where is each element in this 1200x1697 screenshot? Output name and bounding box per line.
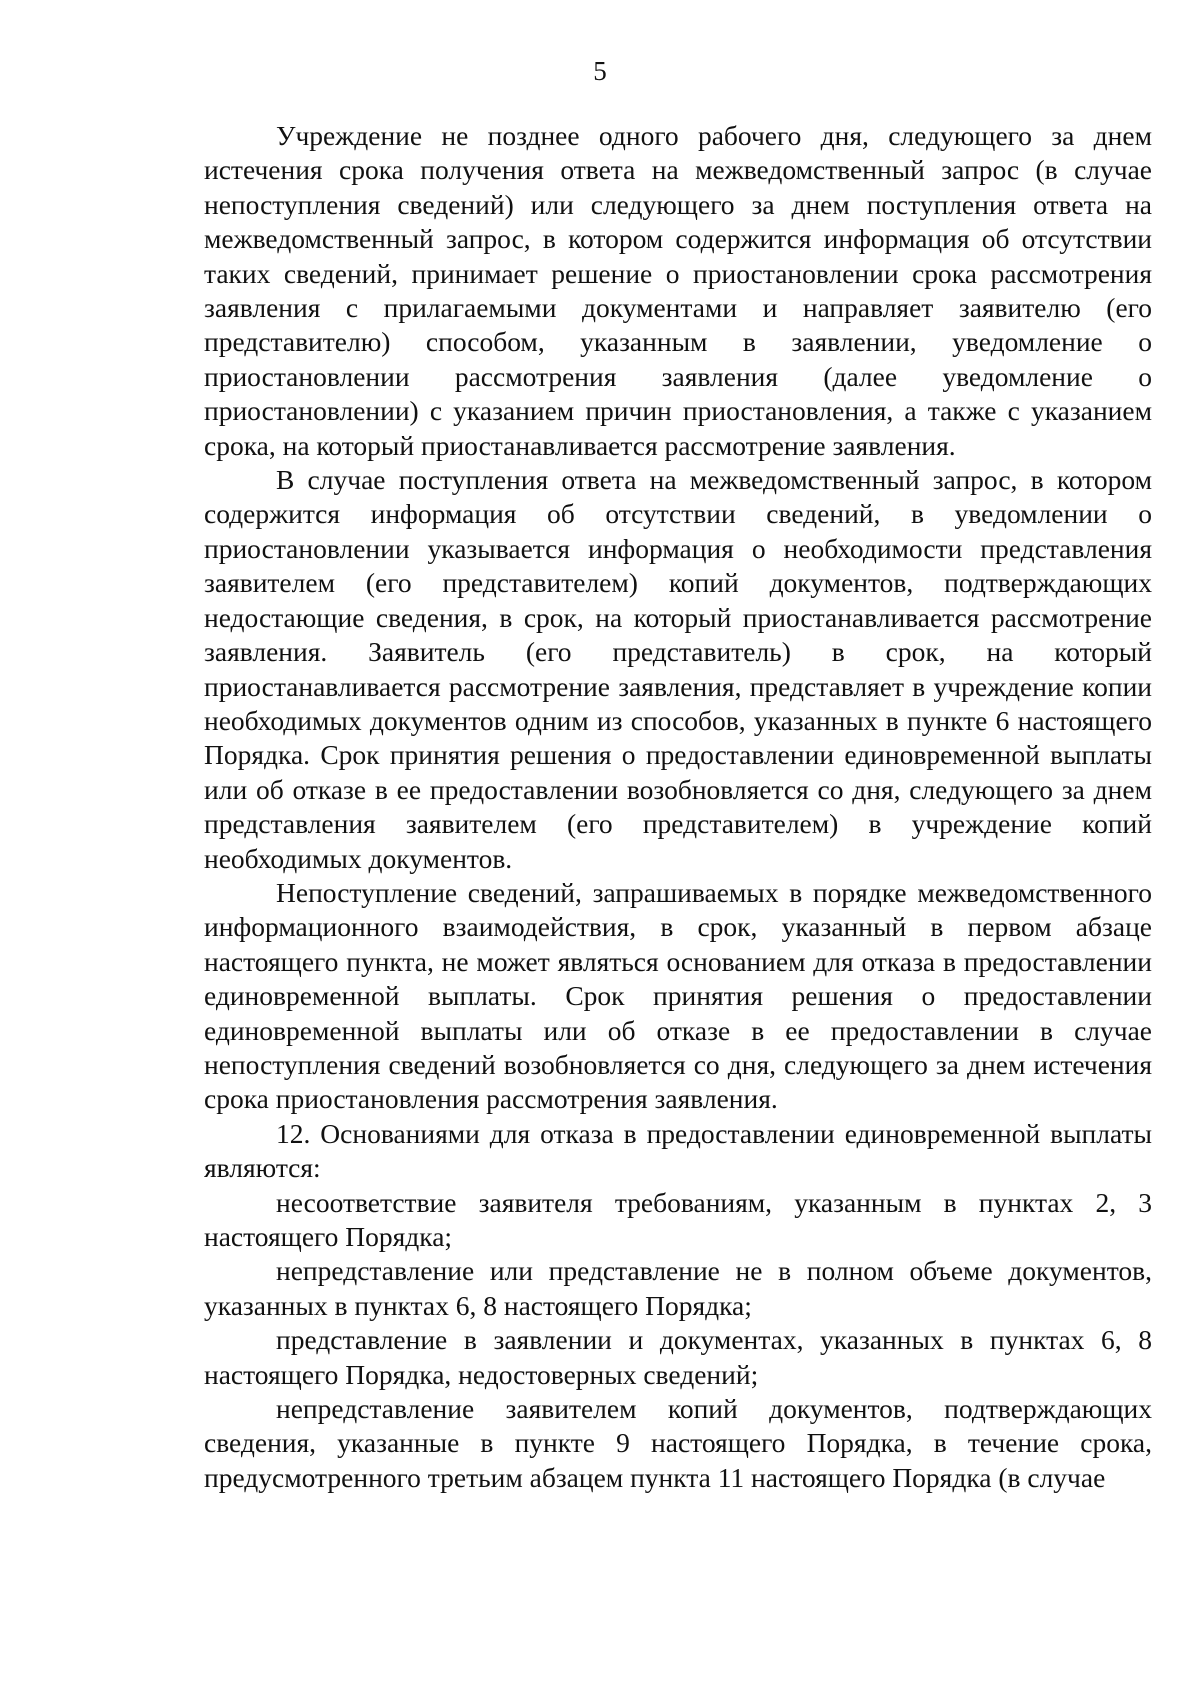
refusal-ground-4: непредставление заявителем копий документов, подтверждающих сведения, указанные в пункте 9 настоящего Порядка, в течение срока, предусмотренного третьим абзацем пункта 11 настоящего Порядка (в случае: [204, 1393, 1152, 1493]
page-number: 5: [593, 56, 607, 86]
refusal-ground-3: представление в заявлении и документах, указанных в пунктах 6, 8 настоящего Порядка, недостоверных сведений;: [204, 1324, 1152, 1390]
refusal-ground-1: несоответствие заявителя требованиям, указанным в пунктах 2, 3 настоящего Порядка;: [204, 1186, 1152, 1252]
document-body: [204, 119, 1152, 1495]
refusal-ground-2: непредставление или представление не в полном объеме документов, указанных в пунктах 6, 8 настоящего Порядка;: [204, 1255, 1152, 1321]
paragraph-item-12: 12. Основаниями для отказа в предоставлении единовременной выплаты являются:: [204, 1117, 1152, 1184]
paragraph-suspension-decision: Учреждение не позднее одного рабочего дня, следующего за днем истечения срока получения ответа на межведомственный запрос (в случае непоступления сведений) или следующего за днем поступления ответа на межведомственный запрос, в котором содержится информация об отсутствии таких сведений, принимает решение о приостановлении срока рассмотрения заявления с прилагаемыми документами и направляет заявителю (его представителю) способом, указанным в заявлении, уведомление о приостановлении рассмотрения заявления (далее уведомление о приостановлении) с указанием причин приостановления, а также с указанием срока, на который приостанавливается рассмотрение заявления.: [204, 120, 1152, 461]
paragraph-non-receipt: Непоступление сведений, запрашиваемых в порядке межведомственного информационного взаимодействия, в срок, указанный в первом абзаце настоящего пункта, не может являться основанием для отказа в предоставлении единовременной выплаты. Срок принятия решения о предоставлении единовременной выплаты или об отказе в ее предоставлении в случае непоступления сведений возобновляется со дня, следующего за днем истечения срока приостановления рассмотрения заявления.: [204, 876, 1152, 1115]
paragraph-missing-information: В случае поступления ответа на межведомственный запрос, в котором содержится информация об отсутствии сведений, в уведомлении о приостановлении указывается информация о необходимости представления заявителем (его представителем) копий документов, подтверждающих недостающие сведения, в срок, на который приостанавливается рассмотрение заявления. Заявитель (его представитель) в срок, на который приостанавливается рассмотрение заявления, представляет в учреждение копии необходимых документов одним из способов, указанных в пункте 6 настоящего Порядка. Срок принятия решения о предоставлении единовременной выплаты или об отказе в ее предоставлении возобновляется со дня, следующего за днем представления заявителем (его представителем) в учреждение копий необходимых документов.: [204, 464, 1152, 874]
